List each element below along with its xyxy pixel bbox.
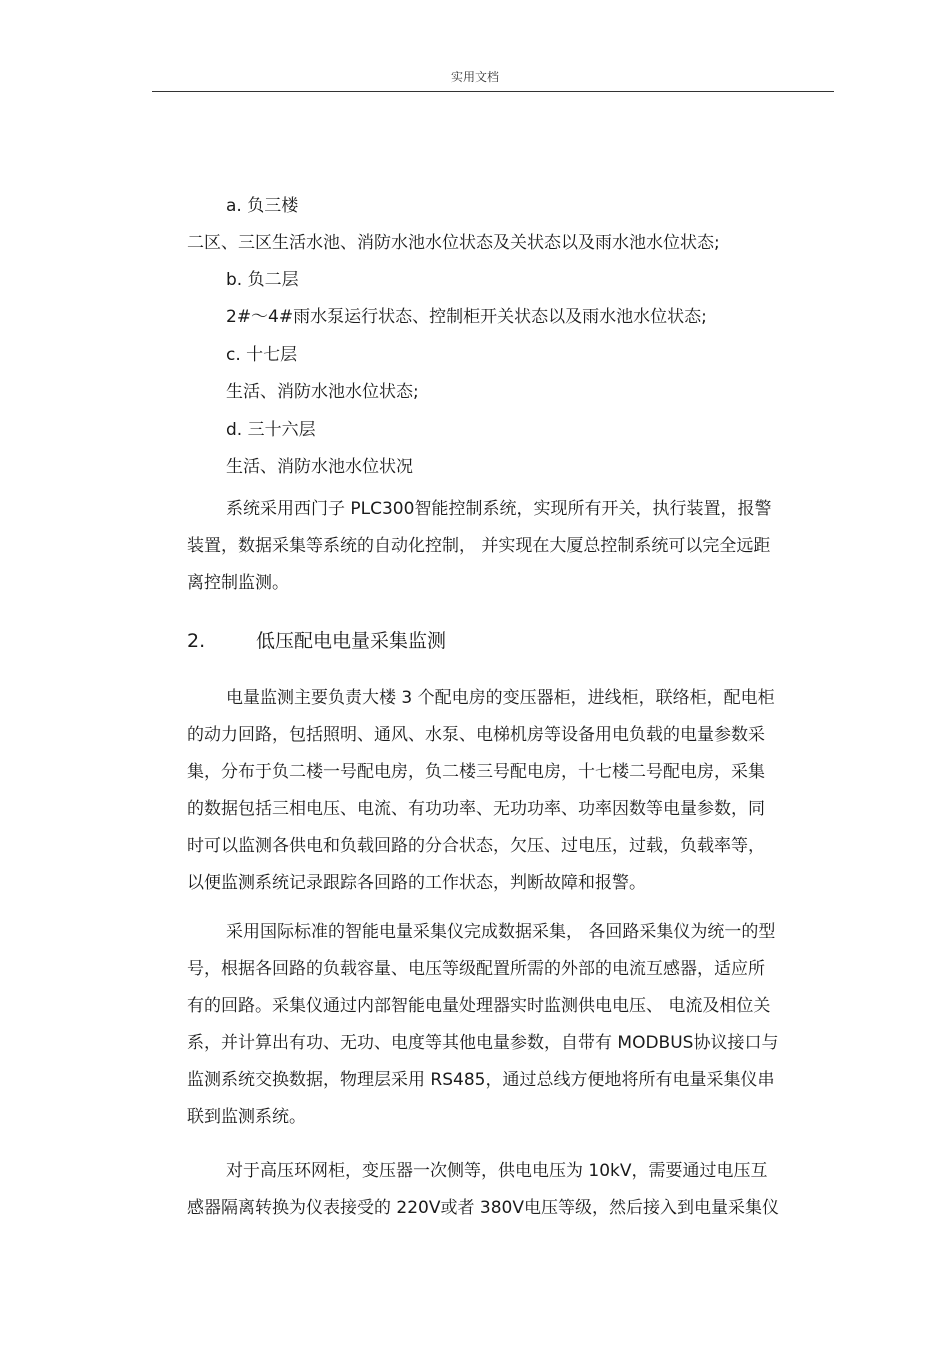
intro-paragraph xyxy=(187,491,827,602)
list-item-text-d: 生活、消防水池水位状况 xyxy=(226,457,413,477)
paragraph-line: 系，并计算出有功、无功、电度等其他电量参数，自带有 MODBUS协议接口与 xyxy=(187,1033,779,1053)
paragraph-line: 系统采用西门子 PLC300智能控制系统，实现所有开关，执行装置，报警 xyxy=(226,499,772,519)
paragraph-line: 号，根据各回路的负载容量、电压等级配置所需的外部的电流互感器，适应所 xyxy=(187,959,765,979)
body-paragraph-1 xyxy=(187,680,827,902)
paragraph-line: 的动力回路，包括照明、通风、水泵、电梯机房等设备用电负载的电量参数采 xyxy=(187,725,765,745)
list-item-label-b: b. 负二层 xyxy=(226,270,299,290)
paragraph-line: 采用国际标准的智能电量采集仪完成数据采集， 各回路采集仪为统一的型 xyxy=(226,922,776,942)
paragraph-line: 监测系统交换数据，物理层采用 RS485，通过总线方便地将所有电量采集仪串 xyxy=(187,1070,775,1090)
paragraph-line: 集，分布于负二楼一号配电房，负二楼三号配电房，十七楼二号配电房，采集 xyxy=(187,762,765,782)
paragraph-line: 以便监测系统记录跟踪各回路的工作状态，判断故障和报警。 xyxy=(187,873,646,893)
paragraph-line: 时可以监测各供电和负载回路的分合状态，欠压、过电压，过载，负载率等， xyxy=(187,836,765,856)
paragraph-line: 的数据包括三相电压、电流、有功功率、无功功率、功率因数等电量参数，同 xyxy=(187,799,765,819)
paragraph-line: 有的回路。采集仪通过内部智能电量处理器实时监测供电电压、 电流及相位关 xyxy=(187,996,771,1016)
header-divider xyxy=(152,91,834,92)
list-item-label-a: a. 负三楼 xyxy=(226,196,299,216)
list-item-text-c: 生活、消防水池水位状态; xyxy=(226,382,419,402)
paragraph-line: 离控制监测。 xyxy=(187,573,289,593)
page-header-title: 实用文档 xyxy=(450,70,499,84)
list-item-text-b: 2#～4#雨水泵运行状态、控制柜开关状态以及雨水池水位状态; xyxy=(226,307,707,327)
paragraph-line: 感器隔离转换为仪表接受的 220V或者 380V电压等级，然后接入到电量采集仪 xyxy=(187,1198,779,1218)
section-number: 2. xyxy=(187,630,206,652)
list-item-label-d: d. 三十六层 xyxy=(226,420,316,440)
paragraph-line: 装置，数据采集等系统的自动化控制， 并实现在大厦总控制系统可以完全远距 xyxy=(187,536,771,556)
list-item-label-c: c. 十七层 xyxy=(226,345,298,365)
list-item-text-a: 二区、三区生活水池、消防水池水位状态及关状态以及雨水池水位状态; xyxy=(187,233,720,253)
paragraph-line: 联到监测系统。 xyxy=(187,1107,306,1127)
paragraph-line: 对于高压环网柜，变压器一次侧等，供电电压为 10kV，需要通过电压互 xyxy=(226,1161,768,1181)
section-title: 低压配电电量采集监测 xyxy=(256,630,447,652)
body-paragraph-2 xyxy=(187,914,827,1136)
paragraph-line: 电量监测主要负责大楼 3 个配电房的变压器柜，进线柜，联络柜，配电柜 xyxy=(226,688,775,708)
body-paragraph-3 xyxy=(187,1153,827,1227)
